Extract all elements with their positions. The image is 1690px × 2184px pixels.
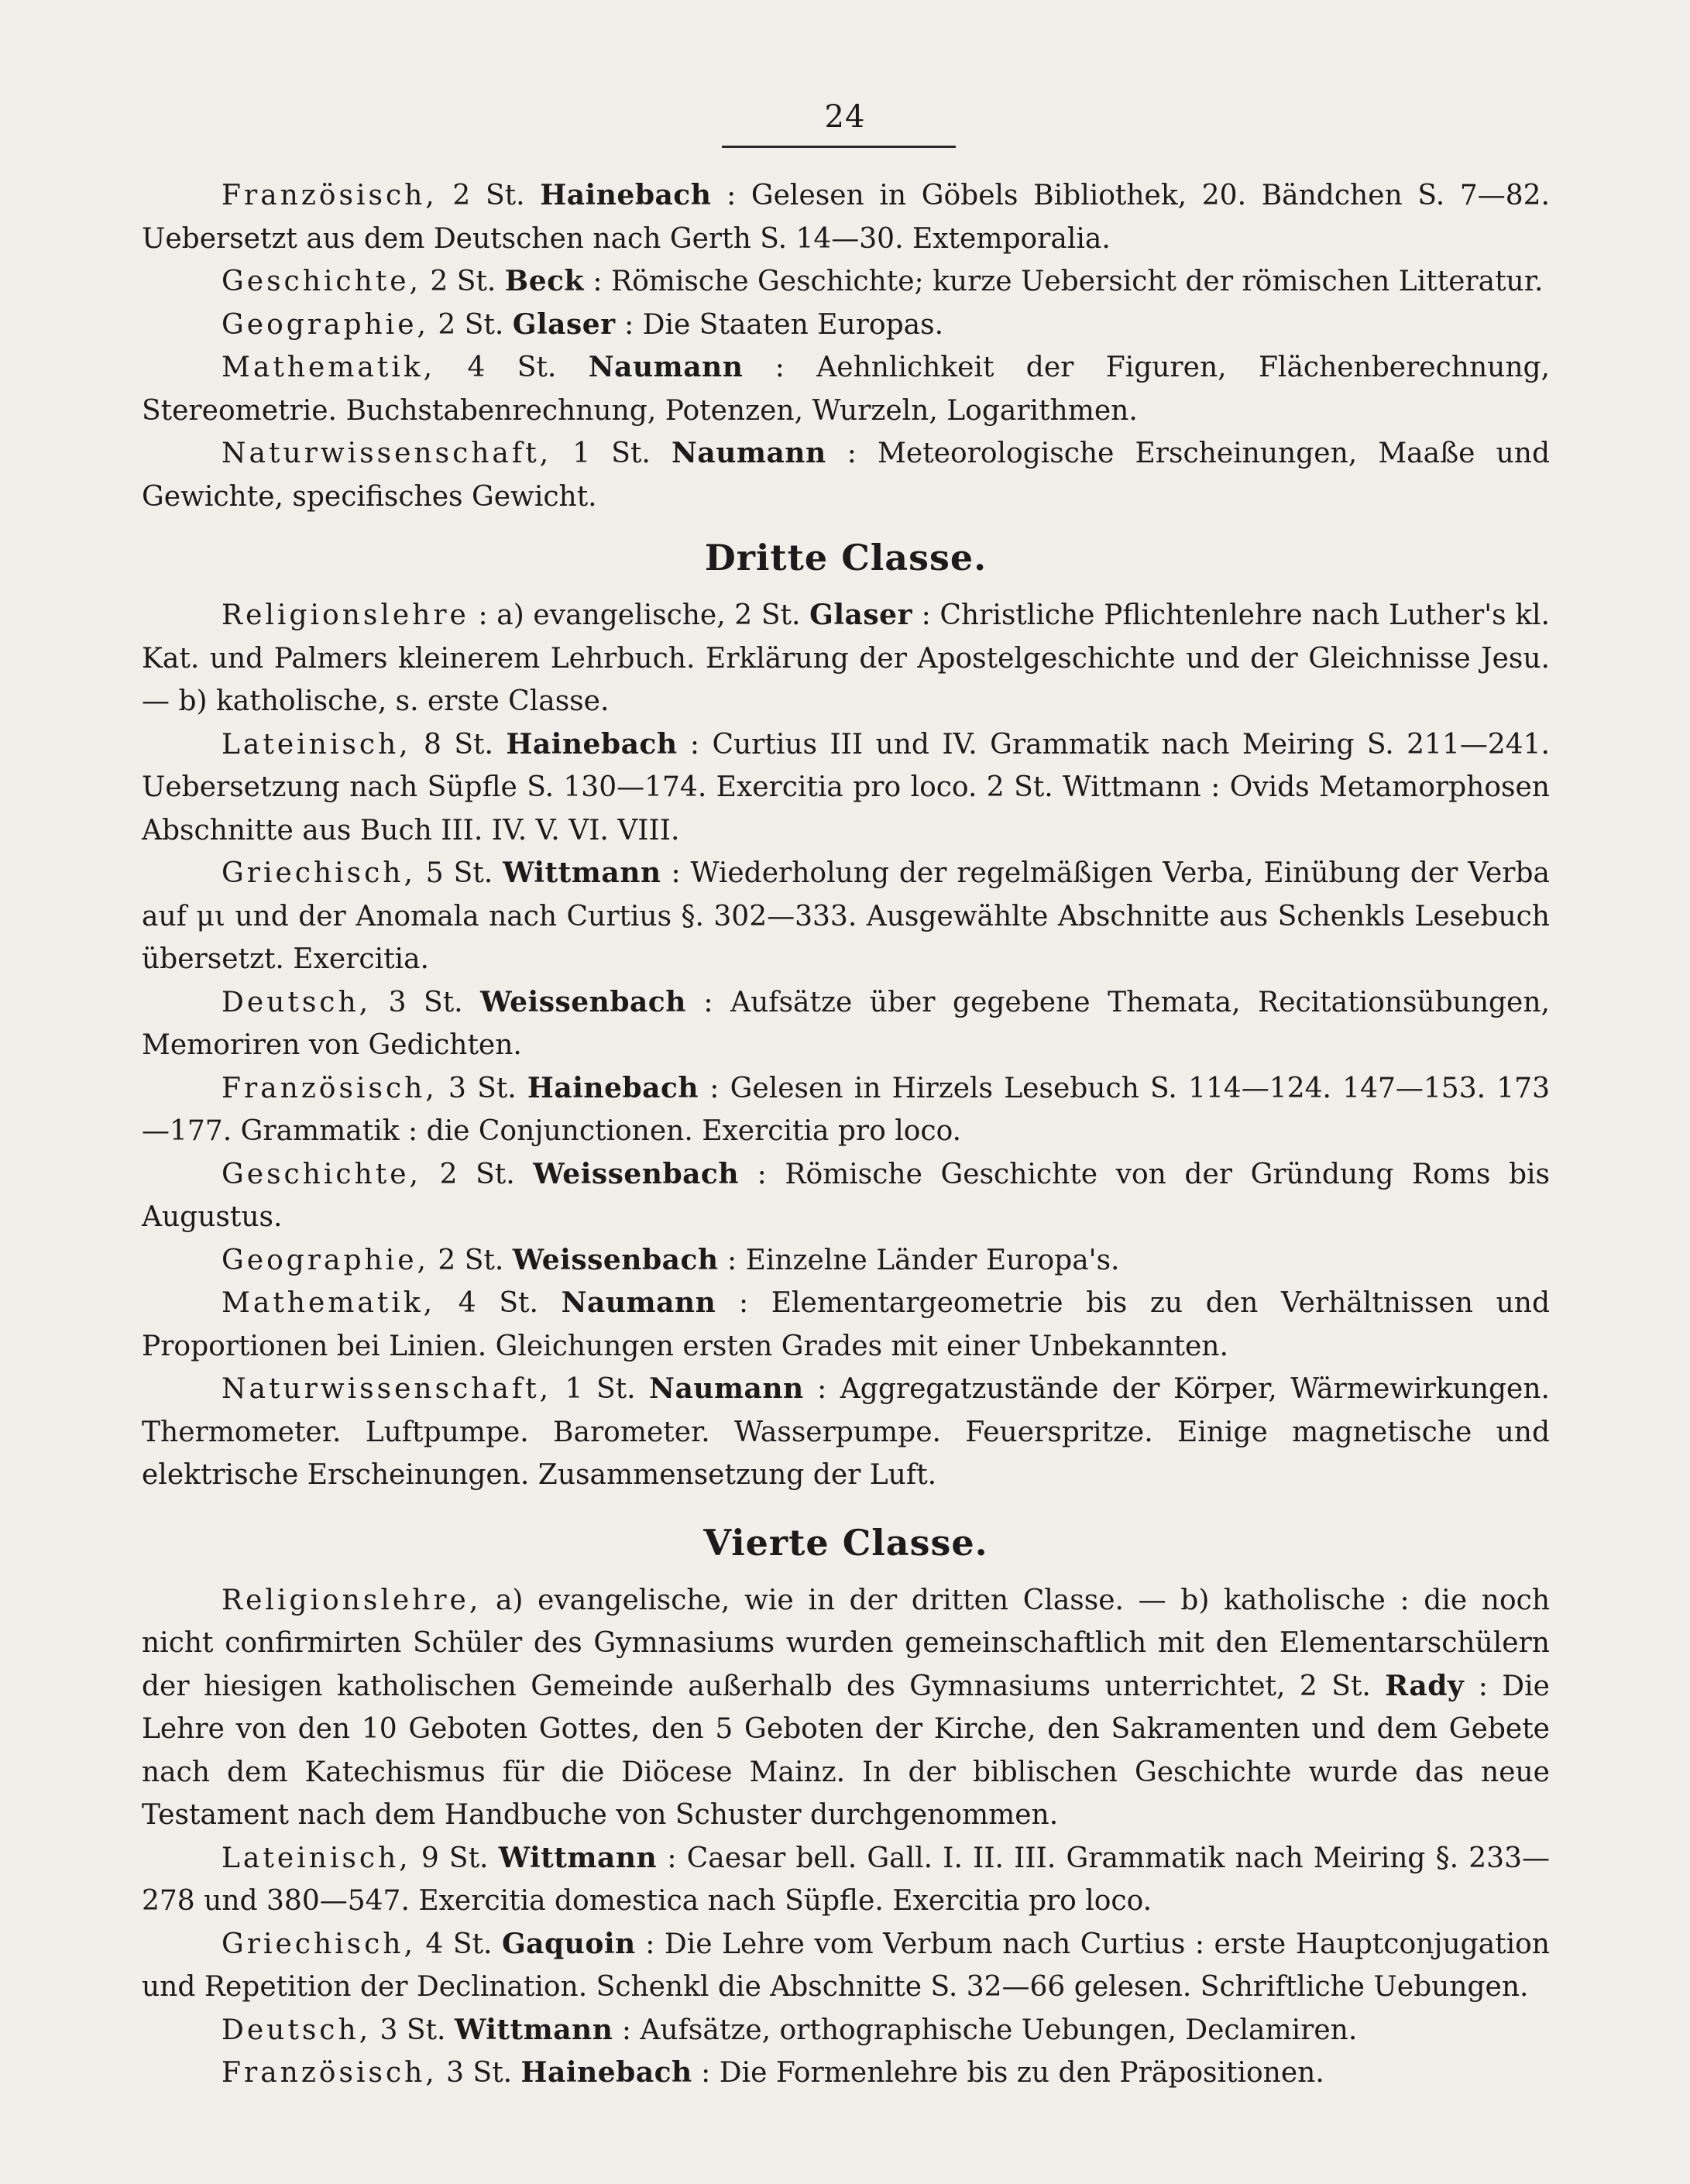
section-heading: Vierte Classe. xyxy=(703,1521,988,1564)
hours: 3 St. xyxy=(437,2057,521,2089)
course-text: : Römische Geschichte; kurze Uebersicht der römischen Litteratur. xyxy=(583,266,1544,297)
course-text: : Gelesen in Göbels Bibliothek, 20. Bändchen S. 7—82. Uebersetzt aus dem Deutschen nach Gerth S. 14—30. Extemporalia. xyxy=(142,180,1550,255)
teacher-name: Weissenbach xyxy=(480,985,686,1018)
subject-name: Religionslehre, xyxy=(222,1584,482,1616)
hours: 2 St. xyxy=(421,1158,534,1190)
teacher-name: Glaser xyxy=(512,307,616,341)
subject-name: Religionslehre xyxy=(222,599,469,631)
hours: 9 St. xyxy=(410,1842,499,1874)
course-entry xyxy=(142,1239,1550,1283)
course-text: : Curtius III und IV. Grammatik nach Meiring S. 211—241. Uebersetzung nach Süpfle S. 130—174. Exercitia pro loco. 2 St. Wittmann : Ovids Metamorphosen Abschnitte aus Buch III. IV. V. VI. VIII. xyxy=(142,728,1551,846)
subject-name: Deutsch, xyxy=(222,2014,372,2046)
course-entry xyxy=(142,1067,1550,1153)
page-number: 24 xyxy=(824,99,866,135)
teacher-name: Glaser xyxy=(809,599,912,631)
course-text: : Meteorologische Erscheinungen, Maaße und Gewichte, specifisches Gewicht. xyxy=(142,438,1550,513)
course-entry xyxy=(142,1153,1550,1239)
subject-name: Deutsch, xyxy=(222,986,372,1018)
course-text: : Aufsätze über gegebene Themata, Recitationsübungen, Memoriren von Gedichten. xyxy=(142,986,1550,1061)
teacher-name: Wittmann xyxy=(454,2013,613,2046)
course-text: : Römische Geschichte von der Gründung Roms bis Augustus. xyxy=(142,1158,1550,1233)
course-entry xyxy=(142,1923,1550,2009)
hours: 8 St. xyxy=(410,728,507,761)
hours: 3 St. xyxy=(437,1072,527,1104)
hours: 4 St. xyxy=(435,1287,562,1319)
hours: 1 St. xyxy=(551,438,672,469)
hours: 4 St. xyxy=(435,352,589,383)
hours: 5 St. xyxy=(415,857,503,889)
course-text: : Wiederholung der regelmäßigen Verba, Einübung der Verba auf μι und der Anomala nach Curtius §. 302—333. Ausgewählte Abschnitte aus Schenkls Lesebuch übersetzt. Exercitia. xyxy=(142,857,1550,975)
course-entry xyxy=(142,2052,1550,2095)
course-entry xyxy=(142,304,1550,347)
subject-name: Geographie, xyxy=(222,1244,429,1276)
hours: 2 St. xyxy=(421,266,505,297)
hours: : a) evangelische, 2 St. xyxy=(469,599,810,631)
course-text: : Die Staaten Europas. xyxy=(615,308,944,341)
course-entry xyxy=(142,852,1550,981)
teacher-name: Naumann xyxy=(588,351,744,383)
course-entry xyxy=(142,2009,1550,2052)
subject-name: Geschichte, xyxy=(222,1158,421,1190)
teacher-name: Beck xyxy=(504,265,584,297)
course-text: : Die Lehre von den 10 Geboten Gottes, den 5 Geboten der Kirche, den Sakramenten und dem Gebete nach dem Katechismus für die Diöcese Mainz. In der biblischen Geschichte wurde das neue Testament nach dem Handbuche von Schuster durchgenommen. xyxy=(142,1670,1550,1831)
hours: 3 St. xyxy=(371,986,481,1018)
course-entry xyxy=(142,432,1550,518)
hours: 4 St. xyxy=(415,1928,502,1960)
subject-name: Griechisch, xyxy=(222,857,416,889)
subject-name: Französisch, xyxy=(222,2057,438,2089)
subject-name: Mathematik, xyxy=(222,352,436,383)
subject-name: Mathematik, xyxy=(222,1287,436,1319)
course-text: : Aufsätze, orthographische Uebungen, Declamiren. xyxy=(613,2014,1358,2046)
course-text: : Die Lehre vom Verbum nach Curtius : erste Hauptconjugation und Repetition der Declination. Schenkl die Abschnitte S. 32—66 gelesen. Schriftliche Uebungen. xyxy=(142,1928,1550,2003)
teacher-name: Naumann xyxy=(649,1372,804,1405)
course-entry xyxy=(142,594,1550,723)
course-entry xyxy=(142,260,1550,304)
course-text: : Aehnlichkeit der Figuren, Flächenberechnung, Stereometrie. Buchstabenrechnung, Potenzen, Wurzeln, Logarithmen. xyxy=(142,352,1550,427)
subject-name: Geschichte, xyxy=(222,266,421,297)
teacher-name: Weissenbach xyxy=(512,1243,719,1276)
course-text: : Gelesen in Hirzels Lesebuch S. 114—124. 147—153. 173—177. Grammatik : die Conjunctionen. Exercitia pro loco. xyxy=(142,1072,1550,1147)
hours: 2 St. xyxy=(428,308,513,341)
teacher-name: Gaquoin xyxy=(501,1927,636,1960)
header-rule xyxy=(722,146,956,148)
page-content xyxy=(142,174,1550,2095)
teacher-name: Wittmann xyxy=(503,857,661,889)
course-entry xyxy=(142,346,1550,432)
course-entry xyxy=(142,723,1550,853)
course-entry xyxy=(142,1579,1550,1837)
teacher-name: Naumann xyxy=(561,1286,716,1319)
hours: 2 St. xyxy=(428,1244,513,1276)
course-entry xyxy=(142,981,1550,1067)
hours: a) evangelische, wie in der dritten Classe. — b) katholische : die noch nicht confirmirten Schüler des Gymnasiums wurden gemeinschaftlich mit den Elementarschülern der hiesigen katholischen Gemeinde außerhalb des Gymnasiums unterrichtet, 2 St. xyxy=(142,1584,1550,1702)
teacher-name: Hainebach xyxy=(540,179,712,211)
subject-name: Französisch, xyxy=(222,180,438,211)
course-text: : Christliche Pflichtenlehre nach Luther's kl. Kat. und Palmers kleinerem Lehrbuch. Erklärung der Apostelgeschichte und der Gleichnisse Jesu. — b) katholische, s. erste Classe. xyxy=(142,599,1550,717)
teacher-name: Weissenbach xyxy=(533,1157,740,1190)
teacher-name: Wittmann xyxy=(498,1841,658,1874)
teacher-name: Rady xyxy=(1385,1669,1465,1702)
hours: 2 St. xyxy=(437,180,541,211)
hours: 3 St. xyxy=(371,2014,455,2046)
subject-name: Geographie, xyxy=(222,308,429,341)
subject-name: Lateinisch, xyxy=(222,1842,411,1874)
course-text: : Caesar bell. Gall. I. II. III. Grammatik nach Meiring §. 233—278 und 380—547. Exercitia domestica nach Süpfle. Exercitia pro loco. xyxy=(142,1842,1550,1917)
section-heading: Dritte Classe. xyxy=(704,537,988,579)
hours: 1 St. xyxy=(551,1373,650,1405)
course-text: : Elementargeometrie bis zu den Verhältnissen und Proportionen bei Linien. Gleichungen ersten Grades mit einer Unbekannten. xyxy=(142,1287,1551,1362)
subject-name: Französisch, xyxy=(222,1072,438,1104)
teacher-name: Hainebach xyxy=(520,2056,692,2089)
course-entry xyxy=(142,174,1550,260)
subject-name: Lateinisch, xyxy=(222,728,411,761)
course-entry xyxy=(142,1282,1550,1368)
course-entry xyxy=(142,1368,1550,1497)
subject-name: Naturwissenschaft, xyxy=(222,1373,552,1405)
course-text: : Aggregatzustände der Körper, Wärmewirkungen. Thermometer. Luftpumpe. Barometer. Wasserpumpe. Feuerspritze. Einige magnetische und elektrische Erscheinungen. Zusammensetzung der Luft. xyxy=(142,1373,1550,1491)
teacher-name: Hainebach xyxy=(506,727,678,761)
subject-name: Griechisch, xyxy=(222,1928,416,1960)
course-text: : Einzelne Länder Europa's. xyxy=(718,1244,1120,1276)
course-entry xyxy=(142,1837,1550,1923)
teacher-name: Naumann xyxy=(671,437,826,469)
teacher-name: Hainebach xyxy=(527,1071,699,1104)
course-text: : Die Formenlehre bis zu den Präpositionen. xyxy=(692,2057,1324,2089)
subject-name: Naturwissenschaft, xyxy=(222,438,552,469)
